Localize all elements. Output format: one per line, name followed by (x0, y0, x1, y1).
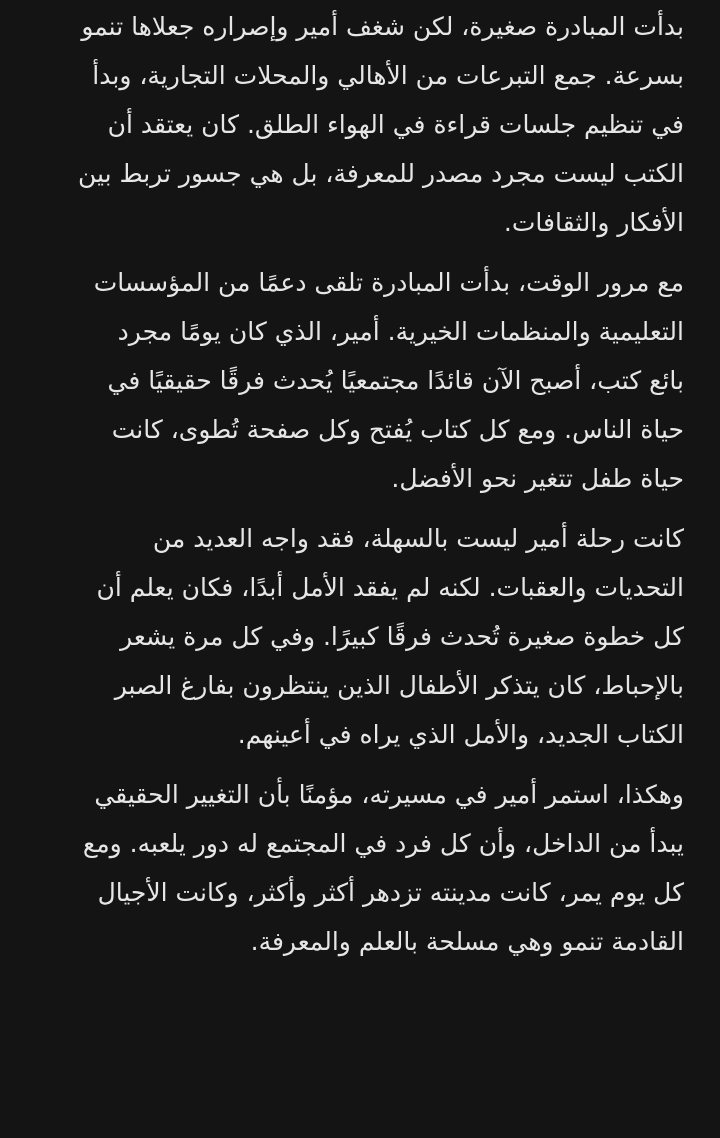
text-line: حياة طفل تتغير نحو الأفضل. (391, 464, 684, 493)
text-line: بائع كتب، أصبح الآن قائدًا مجتمعيًا يُحدث فرقًا حقيقيًا في (107, 366, 684, 395)
text-line: مع مرور الوقت، بدأت المبادرة تلقى دعمًا من المؤسسات (93, 268, 684, 297)
text-line: حياة الناس. ومع كل كتاب يُفتح وكل صفحة تُطوى، كانت (111, 415, 684, 444)
next-line-fragment (350, 1126, 372, 1138)
text-line: الكتاب الجديد، والأمل الذي يراه في أعينهم. (237, 720, 684, 749)
text-line: كانت رحلة أمير ليست بالسهلة، فقد واجه العديد من (152, 524, 684, 553)
text-line: وهكذا، استمر أمير في مسيرته، مؤمنًا بأن التغيير الحقيقي (94, 780, 684, 809)
paragraph-3 (34, 514, 684, 759)
text-line: كل خطوة صغيرة تُحدث فرقًا كبيرًا. وفي كل مرة يشعر (120, 622, 684, 651)
paragraph-2 (34, 258, 684, 503)
text-line: التعليمية والمنظمات الخيرية. أمير، الذي كان يومًا مجرد (117, 317, 684, 346)
paragraph-1 (34, 2, 684, 247)
text-line: كل يوم يمر، كانت مدينته تزدهر أكثر وأكثر، وكانت الأجيال (97, 878, 684, 907)
text-line: الأفكار والثقافات. (503, 208, 684, 237)
text-line: التحديات والعقبات. لكنه لم يفقد الأمل أبدًا، فكان يعلم أن (96, 573, 684, 602)
text-line: الكتب ليست مجرد مصدر للمعرفة، بل هي جسور تربط بين (78, 159, 684, 188)
text-line: في تنظيم جلسات قراءة في الهواء الطلق. كان يعتقد أن (107, 110, 684, 139)
text-line: القادمة تنمو وهي مسلحة بالعلم والمعرفة. (250, 927, 684, 956)
paragraph-4 (34, 770, 684, 966)
text-line: بالإحباط، كان يتذكر الأطفال الذين ينتظرون بفارغ الصبر (114, 671, 684, 700)
text-line: يبدأ من الداخل، وأن كل فرد في المجتمع له دور يلعبه. ومع (82, 829, 684, 858)
text-line: بدأت المبادرة صغيرة، لكن شغف أمير وإصراره جعلاها تنمو (81, 12, 684, 41)
text-line: بسرعة. جمع التبرعات من الأهالي والمحلات التجارية، وبدأ (92, 61, 684, 90)
